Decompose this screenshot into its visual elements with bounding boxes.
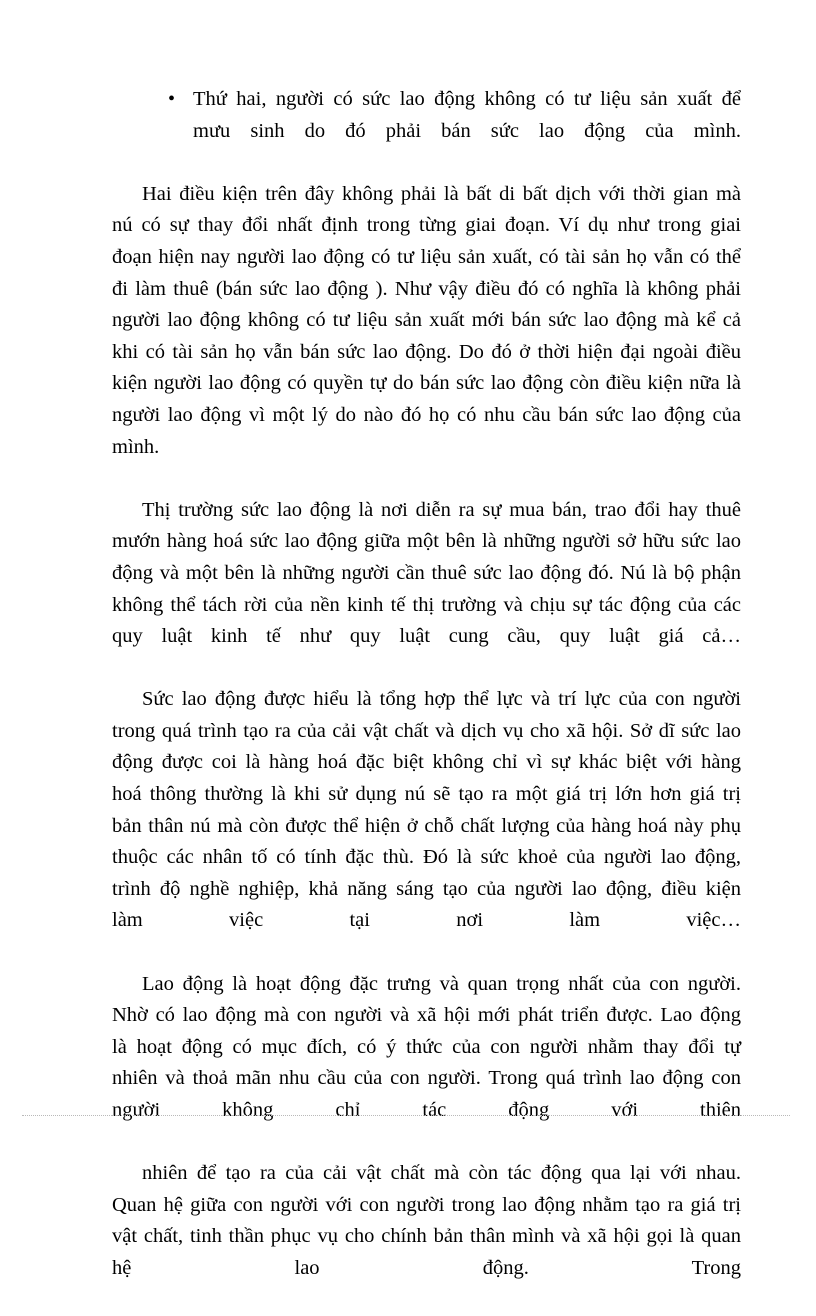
document-text-column: [112, 84, 741, 1316]
paragraph-hai-dieu-kien: Hai điều kiện trên đây không phải là bất di bất dịch với thời gian mà nú có sự thay đổi nhất định trong từng giai đoạn. Ví dụ như trong giai đoạn hiện nay người lao động có tư liệu sản xuất, có tài sản họ vẫn có thể đi làm thuê (bán sức lao động ). Như vậy điều đó có nghĩa là không phải người lao động không có tư liệu sản xuất mới bán sức lao động mà kể cả khi có tài sản họ vẫn bán sức lao động. Do đó ở thời hiện đại ngoài điều kiện người lao động có quyền tự do bán sức lao động còn điều kiện nữa là người lao động vì một lý do nào đó họ có nhu cầu bán sức lao động của mình.: [112, 182, 741, 458]
list-item-text: Thứ hai, người có sức lao động không có tư liệu sản xuất để mưu sinh do đó phải bán sức lao động của mình.: [193, 88, 741, 142]
list-item: [168, 84, 741, 179]
paragraph-suc-lao-dong-duoc-hieu: Sức lao động được hiểu là tổng hợp thể lực và trí lực của con người trong quá trình tạo ra của cải vật chất và dịch vụ cho xã hội. Sở dĩ sức lao động được coi là hàng hoá đặc biệt không chỉ vì sự khác biệt với hàng hoá thông thường là khi sử dụng nú sẽ tạo ra một giá trị lớn hơn giá trị bản thân nú mà còn được thể hiện ở chỗ chất lượng của hàng hoá này phụ thuộc các nhân tố có tính đặc thù. Đó là sức khoẻ của người lao động, trình độ nghề nghiệp, khả năng sáng tạo của người lao động, điều kiện làm việc tại nơi làm việc…: [112, 688, 741, 932]
bullet-point-icon: •: [168, 88, 176, 110]
page-bottom-dotted-rule: [22, 1115, 790, 1117]
paragraph-lao-dong-la-hoat-dong: Lao động là hoạt động đặc trưng và quan trọng nhất của con người. Nhờ có lao động mà con người và xã hội mới phát triển được. Lao động là hoạt động có mục đích, có ý thức của con người nhằm thay đổi tự nhiên và thoả mãn nhu cầu của con người. Trong quá trình lao động con người không chỉ tác động với thiên: [112, 972, 741, 1121]
paragraph-nhien-de-tao-ra: nhiên để tạo ra của cải vật chất mà còn tác động qua lại với nhau. Quan hệ giữa con người với con người trong lao động nhằm tạo ra giá trị vật chất, tinh thần phục vụ cho chính bản thân mình và xã hội gọi là quan hệ lao động. Trong: [112, 1162, 741, 1279]
paragraph-thi-truong-suc-lao-dong: Thị trường sức lao động là nơi diễn ra sự mua bán, trao đổi hay thuê mướn hàng hoá sức lao động giữa một bên là những người sở hữu sức lao động và một bên là những người cần thuê sức lao động đó. Nú là bộ phận không thể tách rời của nền kinh tế thị trường và chịu sự tác động của các quy luật kinh tế như quy luật cung cầu, quy luật giá cả…: [112, 498, 741, 648]
bullet-list: [112, 84, 741, 179]
